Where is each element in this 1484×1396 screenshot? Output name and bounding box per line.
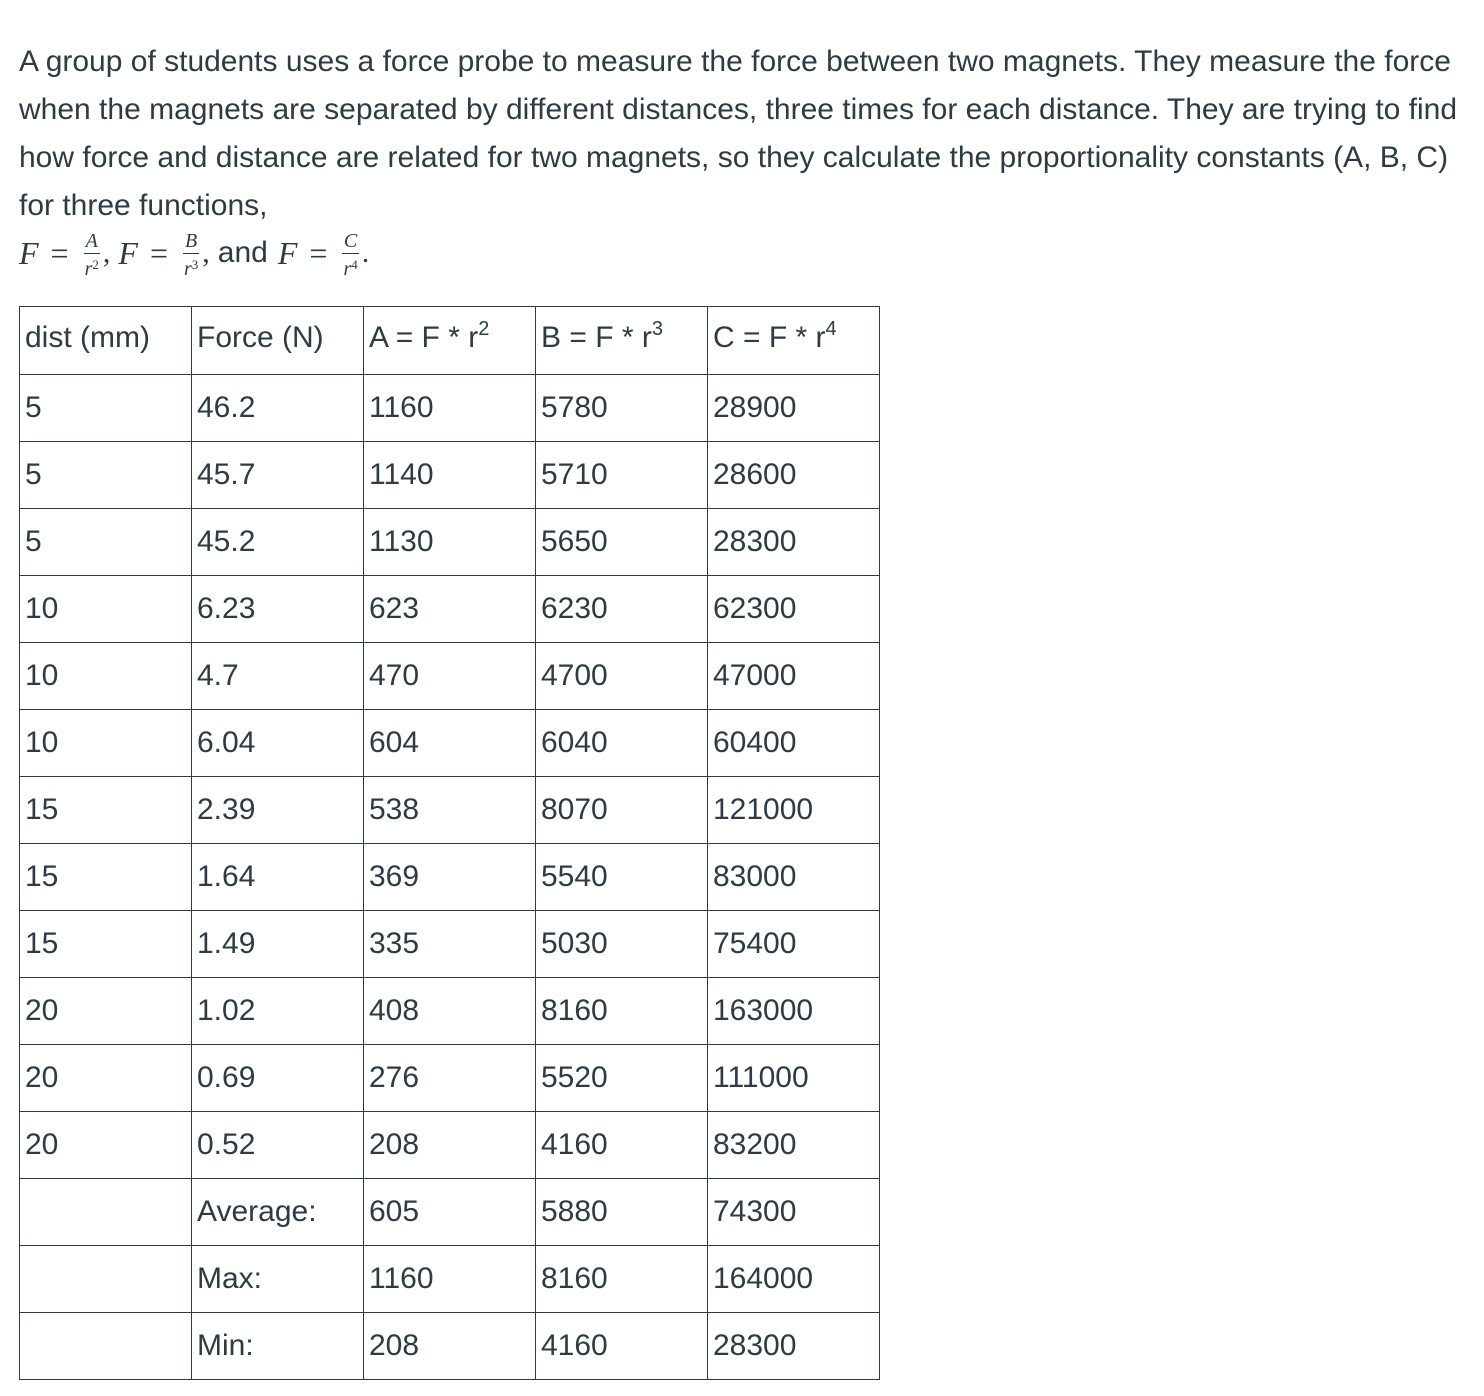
header-b xyxy=(536,307,708,375)
cell-a: 1130 xyxy=(364,509,536,576)
cell-dist: 10 xyxy=(20,576,192,643)
equals-sign: = xyxy=(309,234,328,271)
cell-b: 5540 xyxy=(536,844,708,911)
cell-a: 276 xyxy=(364,1045,536,1112)
comma: , xyxy=(102,236,111,269)
cell-force: Average: xyxy=(192,1179,364,1246)
denominator-exponent: 4 xyxy=(351,257,358,272)
cell-c: 163000 xyxy=(708,978,880,1045)
header-row xyxy=(20,307,880,375)
cell-b: 8160 xyxy=(536,1246,708,1313)
denominator-base: r xyxy=(343,258,352,280)
formula-line xyxy=(19,218,377,288)
table-row xyxy=(20,643,880,710)
table-row xyxy=(20,1045,880,1112)
header-exponent: 3 xyxy=(651,318,663,340)
fraction-numerator: B xyxy=(185,230,198,252)
cell-dist: 15 xyxy=(20,777,192,844)
cell-c: 28900 xyxy=(708,375,880,442)
cell-dist: 5 xyxy=(20,442,192,509)
period: . xyxy=(361,236,370,269)
header-dist xyxy=(20,307,192,375)
cell-a: 408 xyxy=(364,978,536,1045)
cell-b: 8160 xyxy=(536,978,708,1045)
summary-row xyxy=(20,1313,880,1380)
table-row xyxy=(20,911,880,978)
cell-force: 1.02 xyxy=(192,978,364,1045)
cell-dist xyxy=(20,1179,192,1246)
cell-c: 47000 xyxy=(708,643,880,710)
table-row xyxy=(20,978,880,1045)
cell-dist xyxy=(20,1246,192,1313)
cell-force: 0.52 xyxy=(192,1112,364,1179)
cell-b: 5650 xyxy=(536,509,708,576)
equals-sign: = xyxy=(149,234,168,271)
cell-dist: 10 xyxy=(20,710,192,777)
header-c xyxy=(708,307,880,375)
cell-a: 470 xyxy=(364,643,536,710)
cell-c: 28600 xyxy=(708,442,880,509)
cell-c: 83000 xyxy=(708,844,880,911)
cell-dist: 20 xyxy=(20,978,192,1045)
table-body xyxy=(20,375,880,1380)
fraction-denominator xyxy=(341,254,359,279)
summary-row xyxy=(20,1246,880,1313)
cell-dist xyxy=(20,1313,192,1380)
denominator-base: r xyxy=(84,258,93,280)
table-row xyxy=(20,844,880,911)
header-text: B = F * r xyxy=(541,321,652,354)
table-row xyxy=(20,375,880,442)
formula-lhs: F xyxy=(118,234,138,271)
comma: , xyxy=(202,236,210,269)
cell-b: 4160 xyxy=(536,1112,708,1179)
cell-b: 8070 xyxy=(536,777,708,844)
denominator-exponent: 2 xyxy=(92,257,99,272)
header-a xyxy=(364,307,536,375)
cell-b: 4160 xyxy=(536,1313,708,1380)
cell-a: 208 xyxy=(364,1112,536,1179)
fraction-numerator: C xyxy=(343,230,358,252)
cell-c: 121000 xyxy=(708,777,880,844)
fraction-denominator xyxy=(182,254,200,279)
cell-c: 62300 xyxy=(708,576,880,643)
cell-a: 605 xyxy=(364,1179,536,1246)
and-word: and xyxy=(217,236,268,269)
cell-dist: 20 xyxy=(20,1045,192,1112)
fraction-numerator: A xyxy=(85,230,98,252)
table-header xyxy=(20,307,880,375)
cell-b: 5520 xyxy=(536,1045,708,1112)
cell-a: 538 xyxy=(364,777,536,844)
fraction-a xyxy=(83,231,101,279)
cell-force: 0.69 xyxy=(192,1045,364,1112)
problem-text: A group of students uses a force probe to measure the force between two magnets. They measure the force when the magnets are separated by different distances, three times for each distance. They are trying to find how force and distance are related for two magnets, so they calculate the proportionality constants (A, B, C) for three functions, xyxy=(19,45,1458,222)
data-table xyxy=(19,306,880,1380)
cell-a: 208 xyxy=(364,1313,536,1380)
cell-dist: 5 xyxy=(20,509,192,576)
cell-b: 5880 xyxy=(536,1179,708,1246)
cell-force: 1.64 xyxy=(192,844,364,911)
table-row xyxy=(20,576,880,643)
header-force xyxy=(192,307,364,375)
header-exponent: 4 xyxy=(825,318,837,340)
cell-dist: 10 xyxy=(20,643,192,710)
header-text: dist (mm) xyxy=(25,321,150,354)
cell-force: 45.2 xyxy=(192,509,364,576)
cell-c: 83200 xyxy=(708,1112,880,1179)
cell-a: 1160 xyxy=(364,375,536,442)
summary-row xyxy=(20,1179,880,1246)
cell-dist: 15 xyxy=(20,911,192,978)
cell-force: Min: xyxy=(192,1313,364,1380)
cell-c: 164000 xyxy=(708,1246,880,1313)
cell-a: 623 xyxy=(364,576,536,643)
cell-force: 45.7 xyxy=(192,442,364,509)
cell-force: 6.23 xyxy=(192,576,364,643)
cell-dist: 20 xyxy=(20,1112,192,1179)
fraction-c xyxy=(341,231,359,279)
formula-lhs: F xyxy=(277,234,298,271)
denominator-exponent: 3 xyxy=(191,257,199,272)
fraction-denominator xyxy=(83,254,101,279)
cell-force: 2.39 xyxy=(192,777,364,844)
header-exponent: 2 xyxy=(478,318,490,340)
cell-a: 369 xyxy=(364,844,536,911)
table-row xyxy=(20,442,880,509)
cell-force: Max: xyxy=(192,1246,364,1313)
table-row xyxy=(20,1112,880,1179)
header-text: A = F * r xyxy=(369,321,479,354)
cell-a: 1140 xyxy=(364,442,536,509)
cell-force: 4.7 xyxy=(192,643,364,710)
cell-a: 335 xyxy=(364,911,536,978)
cell-b: 6040 xyxy=(536,710,708,777)
table-row xyxy=(20,509,880,576)
cell-c: 111000 xyxy=(708,1045,880,1112)
cell-dist: 15 xyxy=(20,844,192,911)
cell-b: 6230 xyxy=(536,576,708,643)
cell-a: 1160 xyxy=(364,1246,536,1313)
cell-force: 46.2 xyxy=(192,375,364,442)
cell-force: 6.04 xyxy=(192,710,364,777)
cell-b: 5780 xyxy=(536,375,708,442)
cell-a: 604 xyxy=(364,710,536,777)
formula-lhs: F xyxy=(19,234,39,271)
cell-dist: 5 xyxy=(20,375,192,442)
equals-sign: = xyxy=(50,234,69,271)
header-text: C = F * r xyxy=(713,321,826,354)
header-text: Force (N) xyxy=(197,321,324,354)
cell-c: 28300 xyxy=(708,1313,880,1380)
cell-c: 28300 xyxy=(708,509,880,576)
cell-b: 5710 xyxy=(536,442,708,509)
cell-b: 5030 xyxy=(536,911,708,978)
cell-force: 1.49 xyxy=(192,911,364,978)
cell-c: 60400 xyxy=(708,710,880,777)
denominator-base: r xyxy=(183,258,192,280)
table-row xyxy=(20,710,880,777)
cell-c: 74300 xyxy=(708,1179,880,1246)
table-row xyxy=(20,777,880,844)
fraction-b xyxy=(182,231,200,279)
cell-b: 4700 xyxy=(536,643,708,710)
cell-c: 75400 xyxy=(708,911,880,978)
